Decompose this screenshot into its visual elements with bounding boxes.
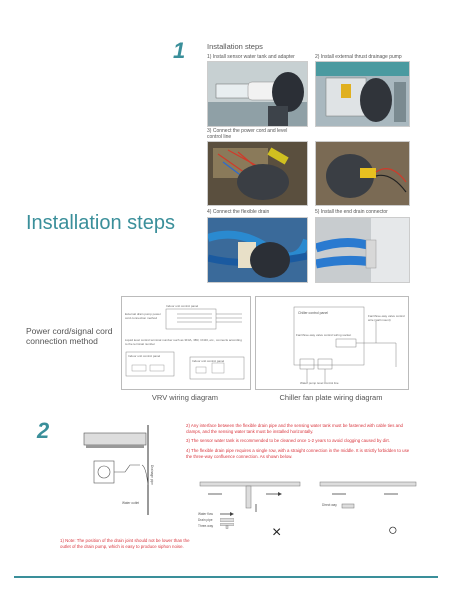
- photo-level-control-line: [315, 141, 410, 206]
- chiller-note-1: Fan/three-way valve control wire (wall mount): [368, 314, 405, 322]
- note-3: 3) The sensor water tank is recommended to be cleaned once 1-2 years to avoid clogging caused by dirt.: [186, 438, 390, 443]
- note-4: 4) The flexible drain pipe requires a single row, with a straight connection in the middle. It is strictly forbidden to use the three-way confluence connection. As shown below.: [186, 448, 410, 459]
- legend-three-way: Three-way: [198, 524, 214, 528]
- photo-install-end-drain: [315, 217, 410, 283]
- vrv-note-2: Liquid level control terminal number such as 3F3A, 3B3, CN40, etc., connects according to the terminal number: [125, 338, 242, 346]
- chiller-note-3: Water pump level control line: [300, 381, 339, 385]
- wrong-three-way-diagram: [198, 472, 302, 514]
- vrv-note-1: External drain pump power cord connection method: [125, 312, 161, 320]
- installation-steps-heading: Installation steps: [207, 42, 263, 51]
- vrv-panel-3: Indoor unit control panel: [192, 359, 225, 363]
- wrong-mark: ×: [272, 524, 282, 541]
- bottom-divider: [14, 576, 438, 578]
- direct-way-label: Direct way: [322, 503, 337, 507]
- vrv-panel-label: Indoor unit control panel: [166, 304, 199, 308]
- photo-caption-1: 1) Install sensor water tank and adapter: [207, 54, 295, 60]
- legend-water-flow: Water flow: [198, 512, 213, 516]
- bottom-note: 1) Note: The position of the drain joint should not be lower than the outlet of the drain pump, which is easy to produce siphon noise.: [60, 538, 190, 549]
- vrv-panel-2: Indoor unit control panel: [128, 354, 161, 358]
- photo-connect-power-cord: [207, 141, 308, 206]
- note-2: 2) Any interface between the flexible drain pipe and the sensing water tank must be fastened with cable ties and clamps, and the sensing water tank must be installed horizontally.: [186, 423, 403, 434]
- photo-install-sensor-tank: [207, 61, 308, 127]
- drainage-unit-diagram: [80, 425, 180, 515]
- vrv-wiring-diagram: [121, 296, 251, 390]
- chiller-caption: Chiller fan plate wiring diagram: [279, 393, 383, 402]
- side-title-installation-steps: Installation steps: [26, 212, 175, 234]
- photo-install-drain-pump: [315, 61, 410, 127]
- drainage-pipe-label: Drainage pipe: [150, 465, 154, 485]
- photo-caption-3: 3) Connect the power cord and level control line: [207, 128, 288, 140]
- legend-drain-pipe: Drain pipe: [198, 518, 213, 522]
- flow-legend: [198, 511, 258, 529]
- step-2-number: 2: [37, 418, 50, 443]
- photo-connect-flexible-drain: [207, 217, 308, 283]
- photo-caption-5: 4) Connect the flexible drain: [207, 209, 270, 215]
- vrv-caption: VRV wiring diagram: [151, 393, 219, 402]
- chiller-wiring-diagram: [255, 296, 409, 390]
- chiller-panel-label: Chiller control panel: [298, 311, 328, 315]
- photo-caption-6: 5) Install the end drain connector: [315, 209, 388, 215]
- photo-caption-2: 2) Install external thrust drainage pump: [315, 54, 402, 60]
- chiller-note-2: Fan/three-way valve control wiring socket: [296, 333, 352, 337]
- right-mark: ○: [388, 522, 398, 539]
- water-outlet-label: Water outlet: [122, 501, 140, 505]
- step-1-number: 1: [173, 38, 186, 63]
- right-direct-diagram: [318, 472, 418, 514]
- power-cord-section-title: Power cord/signal cord connection method: [26, 326, 113, 346]
